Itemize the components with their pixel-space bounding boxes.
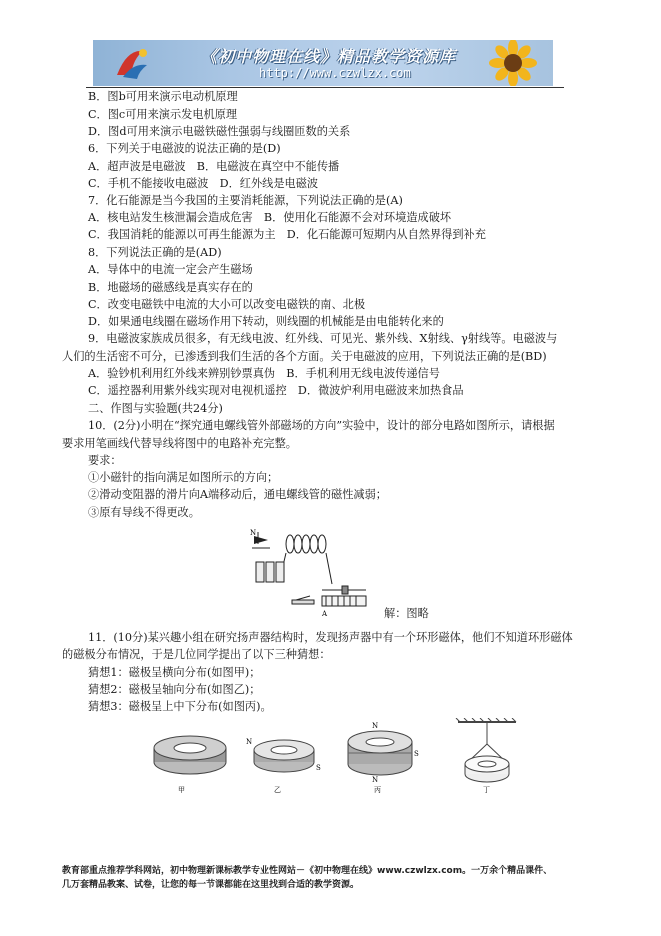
text-line: 7．化石能源是当今我国的主要消耗能源，下列说法正确的是(A) — [88, 194, 403, 207]
text-line: C．改变电磁铁中电流的大小可以改变电磁铁的南、北极 — [88, 298, 366, 311]
terminal-label: A — [322, 610, 328, 618]
pole-s: S — [316, 764, 321, 772]
text-line: C．遥控器利用紫外线实现对电视机遥控 D．微波炉利用电磁波来加热食品 — [88, 384, 464, 397]
text-line: C．手机不能接收电磁波 D．红外线是电磁波 — [88, 177, 319, 190]
solenoid-circuit-figure — [248, 526, 378, 618]
text-line: A．超声波是电磁波 B．电磁波在真空中不能传播 — [88, 160, 340, 173]
label-ding: 丁 — [483, 786, 490, 794]
label-yi: 乙 — [274, 786, 281, 794]
text-line: A．验钞机利用红外线来辨别钞票真伪 B．手机利用无线电波传递信号 — [88, 367, 440, 380]
banner-title: 《初中物理在线》精品教学资源库 — [201, 47, 457, 66]
text-line: 8．下列说法正确的是(AD) — [88, 246, 222, 259]
switch-icon — [292, 596, 314, 604]
label-bing: 丙 — [374, 786, 381, 794]
text-line: ②滑动变阻器的滑片向A端移动后，通电螺线管的磁性减弱； — [88, 488, 387, 501]
ring-magnet-jia — [154, 736, 226, 774]
text-line: 6．下列关于电磁波的说法正确的是(D) — [88, 142, 281, 155]
pole-n: N — [246, 738, 253, 746]
text-line: 要求用笔画线代替导线将图中的电路补充完整。 — [62, 437, 297, 450]
text-line: C．图c可用来演示发电机原理 — [88, 108, 238, 121]
text-line: 猜想3：磁极呈上中下分布(如图丙)。 — [88, 700, 272, 713]
text-line: C．我国消耗的能源以可再生能源为主 D．化石能源可短期内从自然界得到补充 — [88, 228, 486, 241]
text-line: B．图b可用来演示电动机原理 — [88, 90, 238, 103]
text-line: A．导体中的电流一定会产生磁场 — [88, 263, 253, 276]
ring-magnet-bing — [348, 731, 412, 775]
header-banner — [93, 40, 553, 86]
footer-line: 教育部重点推荐学科网站，初中物理新课标教学专业性网站－《初中物理在线》www.czwlzx.com。一万余个精品课件、 — [62, 866, 553, 876]
ring-magnet-yi — [254, 740, 314, 772]
text-line: 10．(2分)小明在“探究通电螺线管外部磁场的方向”实验中，设计的部分电路如图所示，请根据 — [88, 419, 555, 432]
pole-s: S — [414, 750, 419, 758]
text-line: 9．电磁波家族成员很多，有无线电波、红外线、可见光、紫外线、X射线、γ射线等。电磁波与 — [88, 332, 558, 345]
text-line: 猜想2：磁极呈轴向分布(如图乙)； — [88, 683, 261, 696]
battery-pack — [256, 562, 284, 582]
text-line: 的磁极分布情况，于是几位同学提出了以下三种猜想： — [62, 648, 331, 661]
section-heading: 二、作图与实验题(共24分) — [88, 402, 223, 415]
solenoid-coil — [282, 535, 332, 584]
needle-label: N — [250, 529, 257, 537]
text-line: D．如果通电线圈在磁场作用下转动，则线圈的机械能是由电能转化来的 — [88, 315, 444, 328]
banner-url[interactable]: http://www.czwlzx.com — [259, 66, 411, 80]
text-line: ③原有导线不得更改。 — [88, 506, 200, 519]
text-line: 11．(10分)某兴趣小组在研究扬声器结构时，发现扬声器中有一个环形磁体，他们不知道环形磁体 — [88, 631, 573, 644]
rheostat-icon — [322, 586, 366, 606]
compass-needle-icon — [254, 536, 268, 544]
text-line: 猜想1：磁极呈横向分布(如图甲)； — [88, 666, 261, 679]
text-line: D．图d可用来演示电磁铁磁性强弱与线圈匝数的关系 — [88, 125, 351, 138]
text-line: A．核电站发生核泄漏会造成危害 B．使用化石能源不会对环境造成破坏 — [88, 211, 452, 224]
footer-line: 几万套精品教案、试卷，让您的每一节课都能在这里找到合适的教学资源。 — [62, 880, 360, 890]
text-line: ①小磁针的指向满足如图所示的方向； — [88, 471, 279, 484]
text-line: 人们的生活密不可分，已渗透到我们生活的各个方面。关于电磁波的应用，下列说法正确的是(BD) — [62, 350, 547, 363]
ring-magnet-figures — [140, 718, 540, 796]
answer-label: 解：图略 — [384, 607, 429, 620]
label-jia: 甲 — [178, 786, 185, 794]
pole-n: N — [372, 776, 379, 784]
text-line: 要求： — [88, 454, 122, 467]
pole-n: N — [372, 722, 379, 730]
sunflower-image — [473, 40, 553, 86]
text-line: B．地磁场的磁感线是真实存在的 — [88, 281, 253, 294]
site-logo-icon — [113, 45, 151, 81]
suspended-ring-magnet — [456, 718, 516, 782]
